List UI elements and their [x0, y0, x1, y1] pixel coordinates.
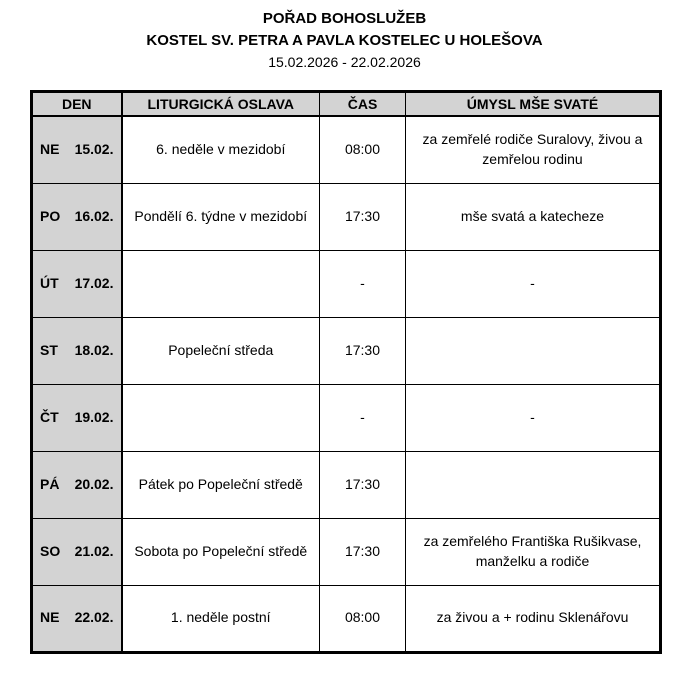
intention-cell: -	[406, 250, 661, 317]
church-name: KOSTEL SV. PETRA A PAVLA KOSTELEC U HOLEŠOVA	[146, 32, 543, 49]
table-row	[32, 585, 661, 652]
intention-cell: mše svatá a katecheze	[406, 183, 661, 250]
table-row	[32, 384, 661, 451]
time-cell: -	[320, 384, 406, 451]
day-cell	[32, 317, 122, 384]
column-header-umysl: ÚMYSL MŠE SVATÉ	[406, 92, 661, 117]
day-date: 17.02.	[74, 274, 114, 291]
celebration-cell: Pátek po Popeleční středě	[122, 451, 320, 518]
celebration-cell: Pondělí 6. týdne v mezidobí	[122, 183, 320, 250]
day-date: 16.02.	[74, 207, 114, 224]
column-header-cas: ČAS	[320, 92, 406, 117]
day-abbr: ČT	[40, 408, 59, 425]
time-cell: 08:00	[320, 585, 406, 652]
column-header-den: DEN	[32, 92, 122, 117]
day-abbr: NE	[40, 140, 60, 157]
time-cell: -	[320, 250, 406, 317]
celebration-cell: 6. neděle v mezidobí	[122, 116, 320, 183]
intention-cell	[406, 451, 661, 518]
column-header-oslava: LITURGICKÁ OSLAVA	[122, 92, 320, 117]
table-row	[32, 518, 661, 585]
day-abbr: SO	[40, 542, 61, 559]
day-cell	[32, 384, 122, 451]
time-cell: 17:30	[320, 518, 406, 585]
day-cell	[32, 451, 122, 518]
day-date: 19.02.	[74, 408, 114, 425]
table-header-row	[32, 92, 661, 117]
time-cell: 17:30	[320, 451, 406, 518]
day-date: 22.02.	[74, 609, 114, 626]
celebration-cell: 1. neděle postní	[122, 585, 320, 652]
table-row	[32, 183, 661, 250]
day-cell	[32, 183, 122, 250]
day-abbr: ST	[40, 341, 58, 358]
table-row	[32, 451, 661, 518]
celebration-cell: Sobota po Popeleční středě	[122, 518, 320, 585]
table-row	[32, 317, 661, 384]
day-cell	[32, 518, 122, 585]
intention-cell: za zemřelého Františka Rušikvase, manželku a rodiče	[406, 518, 661, 585]
day-abbr: PO	[40, 207, 61, 224]
time-cell: 17:30	[320, 317, 406, 384]
time-cell: 17:30	[320, 183, 406, 250]
celebration-cell	[122, 384, 320, 451]
celebration-cell	[122, 250, 320, 317]
table-row	[32, 116, 661, 183]
day-date: 15.02.	[74, 140, 114, 157]
page-title: POŘAD BOHOSLUŽEB	[262, 10, 427, 27]
intention-cell	[406, 317, 661, 384]
day-cell	[32, 116, 122, 183]
day-abbr: ÚT	[40, 274, 59, 291]
date-range: 15.02.2026 - 22.02.2026	[268, 54, 421, 70]
schedule-table	[30, 90, 662, 654]
time-cell: 08:00	[320, 116, 406, 183]
intention-cell: za živou a + rodinu Sklenářovu	[406, 585, 661, 652]
intention-cell: za zemřelé rodiče Suralovy, živou a zemřelou rodinu	[406, 116, 661, 183]
celebration-cell: Popeleční středa	[122, 317, 320, 384]
day-abbr: PÁ	[40, 475, 60, 492]
day-date: 21.02.	[74, 542, 114, 559]
title-block	[0, 8, 689, 73]
day-date: 18.02.	[74, 341, 114, 358]
intention-cell: -	[406, 384, 661, 451]
day-date: 20.02.	[74, 475, 114, 492]
day-cell	[32, 585, 122, 652]
table-row	[32, 250, 661, 317]
day-cell	[32, 250, 122, 317]
day-abbr: NE	[40, 609, 60, 626]
